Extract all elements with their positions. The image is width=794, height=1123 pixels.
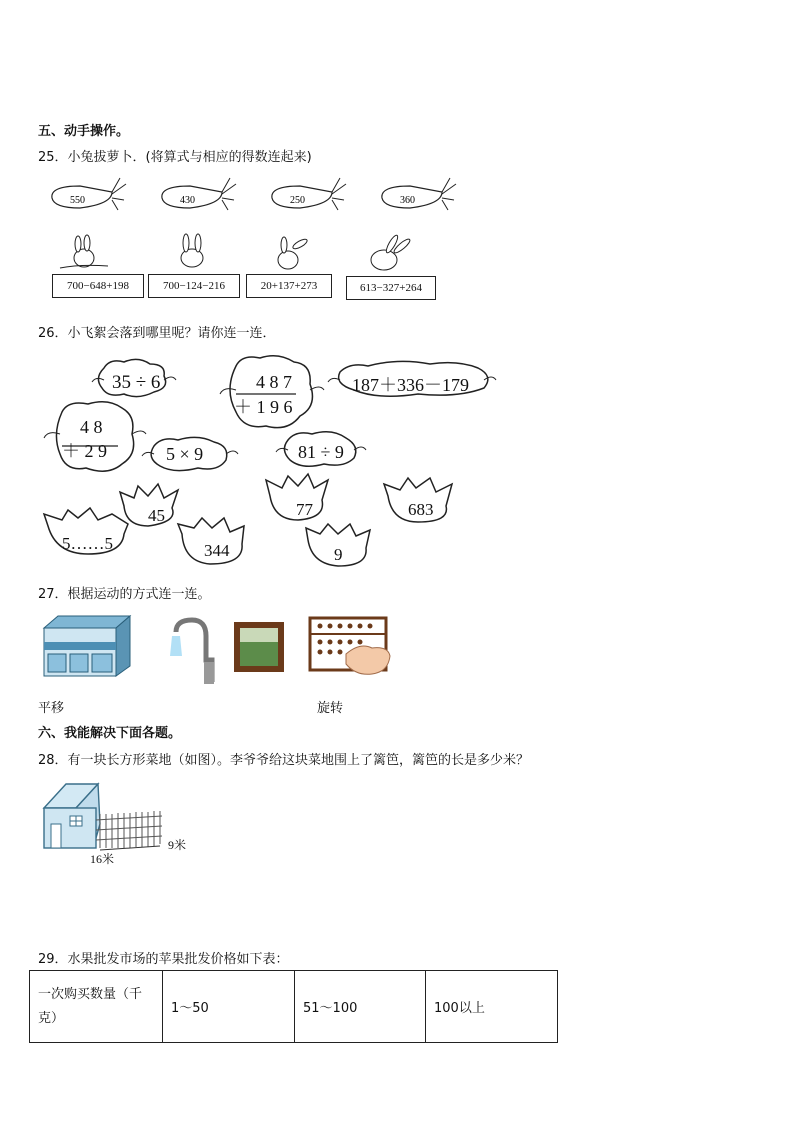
cloud-3-text: 187＋336－179 — [352, 375, 469, 395]
cloud-4-bottom: ＋ 2 9 — [62, 441, 107, 461]
carrot-value: 360 — [400, 195, 415, 206]
abacus-image — [310, 618, 390, 674]
grass-5-text: 344 — [204, 541, 230, 560]
garden-fence-figure — [40, 778, 200, 868]
label-translation: 平移 — [38, 701, 65, 716]
grass-2-text: 77 — [296, 500, 313, 519]
expression-box-1: 700−648+198 — [52, 274, 144, 298]
carrot-value: 550 — [70, 195, 85, 206]
carrot-value: 430 — [180, 195, 195, 206]
expression-box-2: 700−124−216 — [148, 274, 240, 298]
question-28: 28．有一块长方形菜地（如图）。李爷爷给这块菜地围上了篱笆，篱笆的长是多少米？ — [38, 753, 530, 768]
rabbit-2 — [181, 234, 203, 267]
grass-6-text: 9 — [334, 545, 343, 564]
length-label: 16米 — [90, 852, 115, 866]
cloud-1-text: 35 ÷ 6 — [112, 372, 161, 393]
table-cell: 1～50 — [163, 971, 295, 1043]
grass-4-text: 5……5 — [62, 534, 113, 553]
cloud-6-text: 81 ÷ 9 — [298, 442, 344, 462]
rabbit-4 — [371, 234, 412, 270]
section-6-heading: 六、我能解决下面各题。 — [38, 726, 182, 741]
cloud-5-text: 5 × 9 — [166, 444, 204, 464]
width-label: 9米 — [168, 838, 187, 852]
carrot-3 — [272, 178, 346, 210]
question-29: 29．水果批发市场的苹果批发价格如下表： — [38, 952, 289, 967]
carrot-1 — [52, 178, 126, 210]
table-cell: 100以上 — [426, 971, 558, 1043]
expression-box-3: 20+137+273 — [246, 274, 332, 298]
question-27: 27．根据运动的方式连一连。 — [38, 587, 211, 602]
expression-box-4: 613−327+264 — [346, 276, 436, 300]
table-header-cell: 一次购买数量（千克） — [30, 971, 163, 1043]
cloud-2-top: 4 8 7 — [256, 372, 292, 392]
label-rotation: 旋转 — [317, 701, 344, 716]
carrot-value: 250 — [290, 195, 305, 206]
question-26: 26．小飞絮会落到哪里呢？请你连一连． — [38, 326, 276, 341]
faucet-image — [170, 620, 214, 684]
motion-images — [42, 612, 392, 688]
table-cell: 51～100 — [295, 971, 426, 1043]
carrot-2 — [162, 178, 236, 210]
storefront-image — [44, 616, 130, 676]
rabbit-1 — [60, 235, 108, 268]
carrot-4 — [382, 178, 456, 210]
question-25: 25．小兔拔萝卜．(将算式与相应的得数连起来) — [38, 150, 312, 165]
framed-picture-image — [234, 622, 284, 672]
table-row — [30, 971, 558, 1043]
cloud-2-bottom: ＋ 1 9 6 — [234, 397, 293, 417]
price-table — [29, 970, 558, 1043]
cloud-4-top: 4 8 — [80, 417, 103, 437]
rabbit-3 — [278, 237, 308, 269]
grass-1-text: 45 — [148, 506, 165, 525]
grass-3-text: 683 — [408, 500, 434, 519]
section-5-heading: 五、动手操作。 — [38, 124, 130, 139]
